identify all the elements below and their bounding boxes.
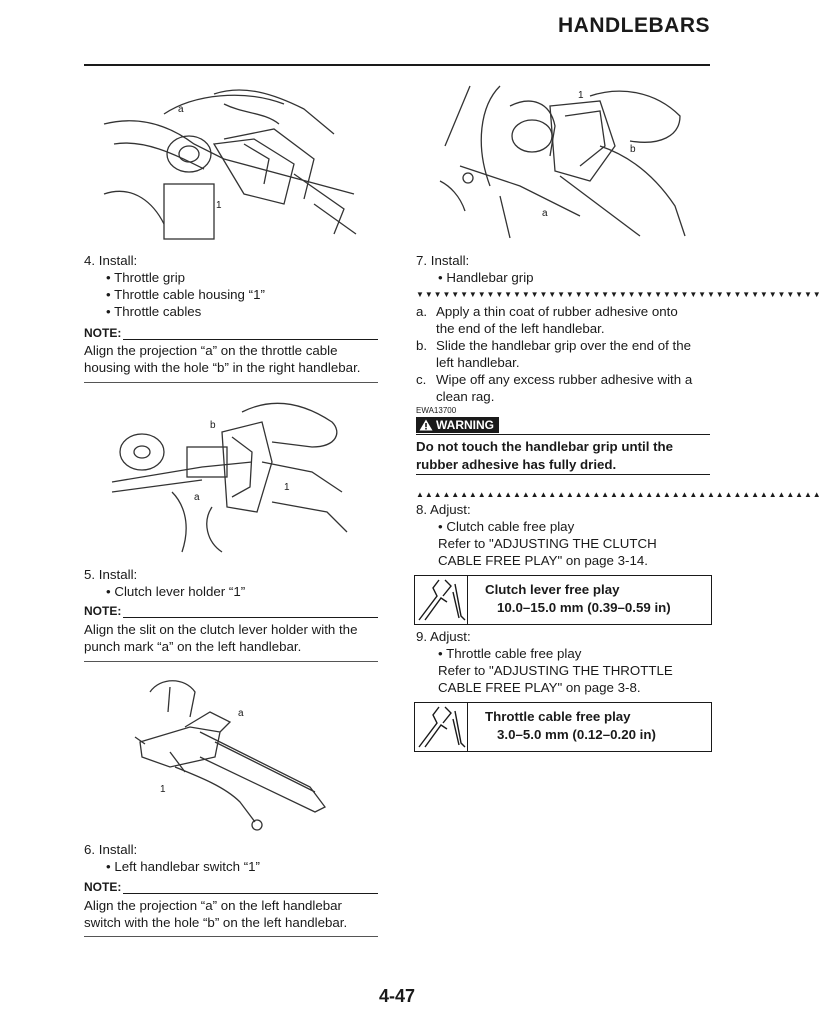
reference-line: Refer to "ADJUSTING THE THROTTLE <box>438 663 673 678</box>
spec-title: Throttle cable free play <box>485 709 631 724</box>
note-label: NOTE: <box>84 326 122 340</box>
substep-line: clean rag. <box>436 389 495 404</box>
step-heading: 6. Install: <box>84 842 138 857</box>
spec-box-throttle <box>414 702 712 752</box>
note-text <box>84 342 384 376</box>
substep-line: the end of the left handlebar. <box>436 321 605 336</box>
step-8 <box>416 501 712 569</box>
substep-a <box>416 303 712 337</box>
note-line: Align the slit on the clutch lever holder with the <box>84 622 358 637</box>
list-item: • Throttle cables <box>84 303 380 320</box>
figure-clutch-lever-holder <box>112 392 357 552</box>
note-heading <box>84 880 378 894</box>
divider <box>84 661 378 662</box>
note-line: Align the projection “a” on the throttle cable <box>84 343 338 358</box>
substep-letter: b. <box>416 338 428 353</box>
triangle-marker-start: ▼▼▼▼▼▼▼▼▼▼▼▼▼▼▼▼▼▼▼▼▼▼▼▼▼▼▼▼▼▼▼▼▼▼▼▼▼▼▼▼▼▼▼▼▼▼ <box>416 290 822 299</box>
step-heading: 9. Adjust: <box>416 629 471 644</box>
warning-code: EWA13700 <box>416 406 457 415</box>
warning-line: Do not touch the handlebar grip until the <box>416 439 674 454</box>
figure-label-1: 1 <box>284 482 290 493</box>
reference-line: Refer to "ADJUSTING THE CLUTCH <box>438 536 657 551</box>
step-heading: 4. Install: <box>84 253 138 268</box>
spec-box-clutch <box>414 575 712 625</box>
substep-c <box>416 371 712 405</box>
note-line: switch with the hole “b” on the left handlebar. <box>84 915 348 930</box>
step-7 <box>416 252 712 286</box>
substep-line: Wipe off any excess rubber adhesive with a <box>436 372 693 387</box>
note-label: NOTE: <box>84 880 122 894</box>
substep-line: left handlebar. <box>436 355 520 370</box>
list-item: • Throttle grip <box>84 269 380 286</box>
figure-left-handlebar-switch <box>130 672 340 832</box>
header-rule <box>84 64 710 66</box>
step-4 <box>84 252 380 320</box>
warning-label: WARNING <box>436 418 494 432</box>
substep-line: Apply a thin coat of rubber adhesive onto <box>436 304 678 319</box>
figure-label-b: b <box>630 144 636 155</box>
substep-line: Slide the handlebar grip over the end of the <box>436 338 692 353</box>
figure-label-1: 1 <box>160 784 166 795</box>
note-heading <box>84 604 378 618</box>
list-item: • Left handlebar switch “1” <box>84 858 380 875</box>
note-heading <box>84 326 378 340</box>
page-number: 4-47 <box>378 986 416 1006</box>
note-text <box>84 897 384 931</box>
step-heading: 7. Install: <box>416 253 470 268</box>
figure-handlebar-grip <box>440 86 685 238</box>
step-5 <box>84 566 380 600</box>
note-line: Align the projection “a” on the left handlebar <box>84 898 342 913</box>
warning-rule <box>416 474 710 475</box>
step-9 <box>416 628 712 696</box>
step-6 <box>84 841 380 875</box>
reference-line: CABLE FREE PLAY" on page 3-14. <box>438 553 648 568</box>
figure-label-1: 1 <box>578 90 584 101</box>
spec-value: 3.0–5.0 mm (0.12–0.20 in) <box>497 727 656 742</box>
substep-b <box>416 337 712 371</box>
list-item: • Handlebar grip <box>416 269 712 286</box>
substep-letter: c. <box>416 372 427 387</box>
divider <box>84 936 378 937</box>
figure-label-a: a <box>238 708 244 719</box>
figure-throttle-grip <box>104 84 356 244</box>
warning-line: rubber adhesive has fully dried. <box>416 457 617 472</box>
divider <box>84 382 378 383</box>
note-text <box>84 621 384 655</box>
figure-label-1: 1 <box>216 200 222 211</box>
list-item: • Throttle cable housing “1” <box>84 286 380 303</box>
note-line: housing with the hole “b” in the right handlebar. <box>84 360 361 375</box>
figure-label-a: a <box>178 104 184 115</box>
spec-title: Clutch lever free play <box>485 582 620 597</box>
warning-triangle-icon <box>419 419 433 431</box>
note-line: punch mark “a” on the left handlebar. <box>84 639 302 654</box>
wrench-spec-icon <box>415 576 468 624</box>
list-item: • Throttle cable free play <box>416 645 712 662</box>
list-item: • Clutch cable free play <box>416 518 712 535</box>
triangle-marker-end: ▲▲▲▲▲▲▲▲▲▲▲▲▲▲▲▲▲▲▲▲▲▲▲▲▲▲▲▲▲▲▲▲▲▲▲▲▲▲▲▲▲▲▲▲▲▲ <box>416 490 822 499</box>
reference-line: CABLE FREE PLAY" on page 3-8. <box>438 680 641 695</box>
step-heading: 8. Adjust: <box>416 502 471 517</box>
substeps <box>416 303 712 405</box>
warning-text <box>416 438 712 474</box>
warning-rule <box>416 434 710 435</box>
figure-label-b: b <box>210 420 216 431</box>
wrench-spec-icon <box>415 703 468 751</box>
substep-letter: a. <box>416 304 428 319</box>
figure-label-a: a <box>542 208 548 219</box>
note-label: NOTE: <box>84 604 122 618</box>
step-heading: 5. Install: <box>84 567 138 582</box>
spec-value: 10.0–15.0 mm (0.39–0.59 in) <box>497 600 671 615</box>
list-item: • Clutch lever holder “1” <box>84 583 380 600</box>
figure-label-a: a <box>194 492 200 503</box>
page-title: HANDLEBARS <box>558 14 710 37</box>
